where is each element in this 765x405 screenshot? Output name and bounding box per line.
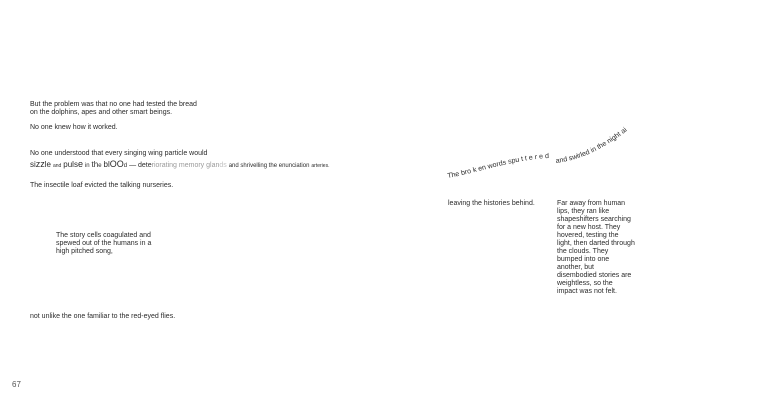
sizzle-fragment: d [123,163,128,169]
paragraph-bread-line2: on the dolphins, apes and other smart beings. [30,109,173,116]
sizzle-fragment: OO [109,159,124,169]
sizzle-fragment: puls [63,160,78,169]
sizzle-fragment: memory [178,162,205,169]
sizzle-fragment: si [30,160,36,169]
sizzle-fragment: e [77,159,83,169]
sizzle-fragment: ds [219,162,227,169]
sizzle-fragment: le [44,160,52,169]
sizzle-fragment: and shrivelling the enunciation [228,163,310,169]
sizzle-fragment: riorating [151,162,177,169]
curved-text [439,105,640,190]
paragraph-bread-line1: But the problem was that no one had tested the bread [30,101,197,108]
sizzle-fragment: zz [35,159,45,169]
page-number: 67 [12,380,21,389]
sizzle-fragment: and [52,163,62,169]
paragraph-story-cells: The story cells coagulated and spewed out of the humans in a high pitched song, [56,232,152,255]
sizzle-fragment: e [98,163,102,169]
paragraph-understood: No one understood that every singing wing particle would [30,150,208,157]
paragraph-insectile: The insectile loaf evicted the talking nurseries. [30,182,174,189]
curved-text-broken-words: The bro k en words spu t t e r e d [446,153,550,180]
paragraph-far-away: Far away from human lips, they ran like shapeshifters searching for a new host. They hovered, testing the light, then darted through the clouds. They bumped into one another, but disembodied stories are weightless, so the impact was not felt. [557,200,635,295]
sizzle-fragment: bl [103,160,110,169]
curved-text-swirled: and swirled in the night air. [439,105,629,165]
sizzle-fragment: th [91,160,99,169]
sizzle-line [30,160,329,170]
paragraph-leaving: leaving the histories behind. [448,200,535,207]
paragraph-knew: No one knew how it worked. [30,124,118,131]
sizzle-fragment: dete [138,162,152,169]
sizzle-fragment: arteries. [311,163,330,169]
sizzle-fragment: — [129,162,137,169]
sizzle-fragment: in [84,163,90,169]
sizzle-fragment: glan [206,162,220,169]
paragraph-red-eyed: not unlike the one familiar to the red-eyed flies. [30,313,176,320]
